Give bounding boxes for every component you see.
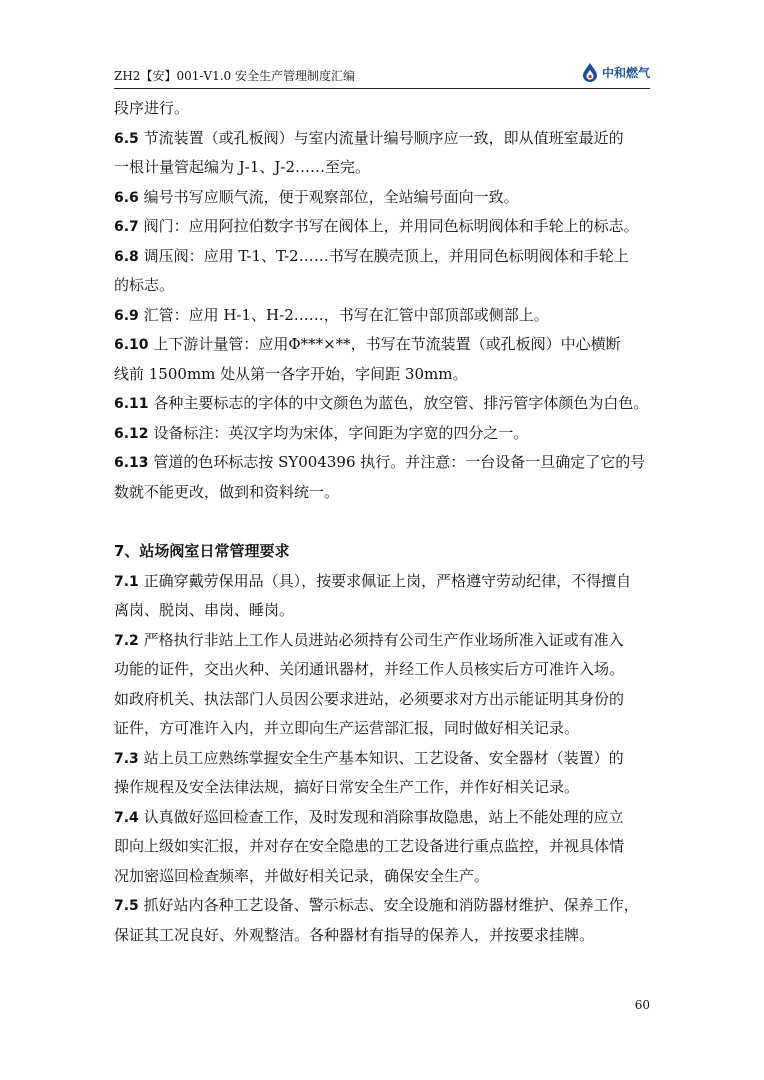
page-number: 60: [634, 998, 650, 1012]
clause-number: 6.13: [114, 455, 149, 471]
clause-number: 7.1: [114, 573, 139, 590]
paragraph-line: 的标志。: [114, 276, 175, 294]
clause-6-9: 6.9 汇管：应用 H-1、H-2……，书写在汇管中部顶部或侧部上。: [114, 305, 549, 324]
flame-drop-icon: [581, 62, 599, 82]
clause-number: 7.5: [114, 898, 139, 914]
paragraph-line: 线前 1500mm 处从第一各字开始，字间距 30mm。: [114, 364, 468, 383]
paragraph-line: 操作规程及安全法律法规，搞好日常安全生产工作，并作好相关记录。: [114, 778, 580, 796]
clause-6-13: 6.13 管道的色环标志按 SY004396 执行。并注意：一台设备一旦确定了它的号: [114, 453, 646, 471]
clause-number: 6.8: [114, 248, 139, 265]
document-body: [114, 94, 650, 950]
clause-7-2: 7.2 严格执行非站上工作人员进站必须持有公司生产作业场所准入证或有准入: [114, 630, 624, 649]
paragraph-line: 保证其工况良好、外观整洁。各种器材有指导的保养人，并按要求挂牌。: [114, 925, 595, 944]
logo-text: 中和燃气: [601, 65, 650, 80]
section-gap: [114, 507, 650, 537]
company-logo: [581, 60, 650, 84]
paragraph-line: 数就不能更改，做到和资料统一。: [114, 482, 340, 501]
clause-6-6: 6.6 编号书写应顺气流，便于观察部位，全站编号面向一致。: [114, 187, 519, 206]
paragraph-line: 况加密巡回检查频率，并做好相关记录，确保安全生产。: [114, 866, 490, 885]
paragraph-line: 证件，方可准许入内，并立即向生产运营部汇报，同时做好相关记录。: [114, 719, 580, 737]
clause-number: 6.5: [114, 130, 139, 147]
clause-number: 6.7: [114, 219, 139, 235]
clause-number: 7.2: [114, 632, 139, 649]
clause-number: 7.4: [114, 809, 139, 826]
clause-number: 6.9: [114, 307, 139, 324]
clause-number: 7.3: [114, 750, 139, 767]
clause-number: 6.12: [114, 425, 149, 442]
clause-6-5: 6.5 节流装置（或孔板阀）与室内流量计编号顺序应一致，即从值班室最近的: [114, 128, 624, 147]
clause-7-5: 7.5 抓好站内各种工艺设备、警示标志、安全设施和消防器材维护、保养工作，: [114, 896, 639, 914]
clause-6-10: 6.10 上下游计量管：应用Φ***×**，书写在节流装置（或孔板阀）中心横断: [114, 335, 621, 353]
paragraph-line: 即向上级如实汇报，并对存在安全隐患的工艺设备进行重点监控，并视具体情: [114, 837, 625, 855]
clause-7-3: 7.3 站上员工应熟练掌握安全生产基本知识、工艺设备、安全器材（装置）的: [114, 748, 624, 767]
clause-6-11: 6.11 各种主要标志的字体的中文颜色为蓝色，放空管、排污管字体颜色为白色。: [114, 394, 649, 412]
paragraph-line: 一根计量管起编为 J-1、J-2……至完。: [114, 158, 371, 176]
header-divider: [114, 88, 650, 89]
clause-6-8: 6.8 调压阀：应用 T-1、T-2……书写在膜壳顶上，并用同色标明阀体和手轮上: [114, 246, 629, 265]
paragraph-line: 如政府机关、执法部门人员因公要求进站，必须要求对方出示能证明其身份的: [114, 689, 625, 708]
clause-7-1: 7.1 正确穿戴劳保用品（具），按要求佩证上岗，严格遵守劳动纪律，不得擅自: [114, 571, 632, 590]
paragraph-line: 段序进行。: [114, 99, 190, 117]
clause-number: 6.10: [114, 337, 149, 353]
clause-6-12: 6.12 设备标注：英汉字均为宋体，字间距为字宽的四分之一。: [114, 423, 529, 442]
clause-7-4: 7.4 认真做好巡回检查工作，及时发现和消除事故隐患，站上不能处理的应立: [114, 807, 624, 826]
clause-number: 6.11: [114, 396, 149, 412]
paragraph-line: 功能的证件，交出火种、关闭通讯器材，并经工作人员核实后方可准许入场。: [114, 660, 625, 678]
clause-6-7: 6.7 阀门：应用阿拉伯数字书写在阀体上，并用同色标明阀体和手轮上的标志。: [114, 217, 639, 235]
doc-code: ZH2【安】001-V1.0 安全生产管理制度汇编: [114, 69, 355, 83]
section-heading: 7、站场阀室日常管理要求: [114, 542, 290, 560]
page-header: [114, 60, 650, 88]
clause-number: 6.6: [114, 189, 139, 206]
paragraph-line: 离岗、脱岗、串岗、睡岗。: [114, 601, 295, 619]
